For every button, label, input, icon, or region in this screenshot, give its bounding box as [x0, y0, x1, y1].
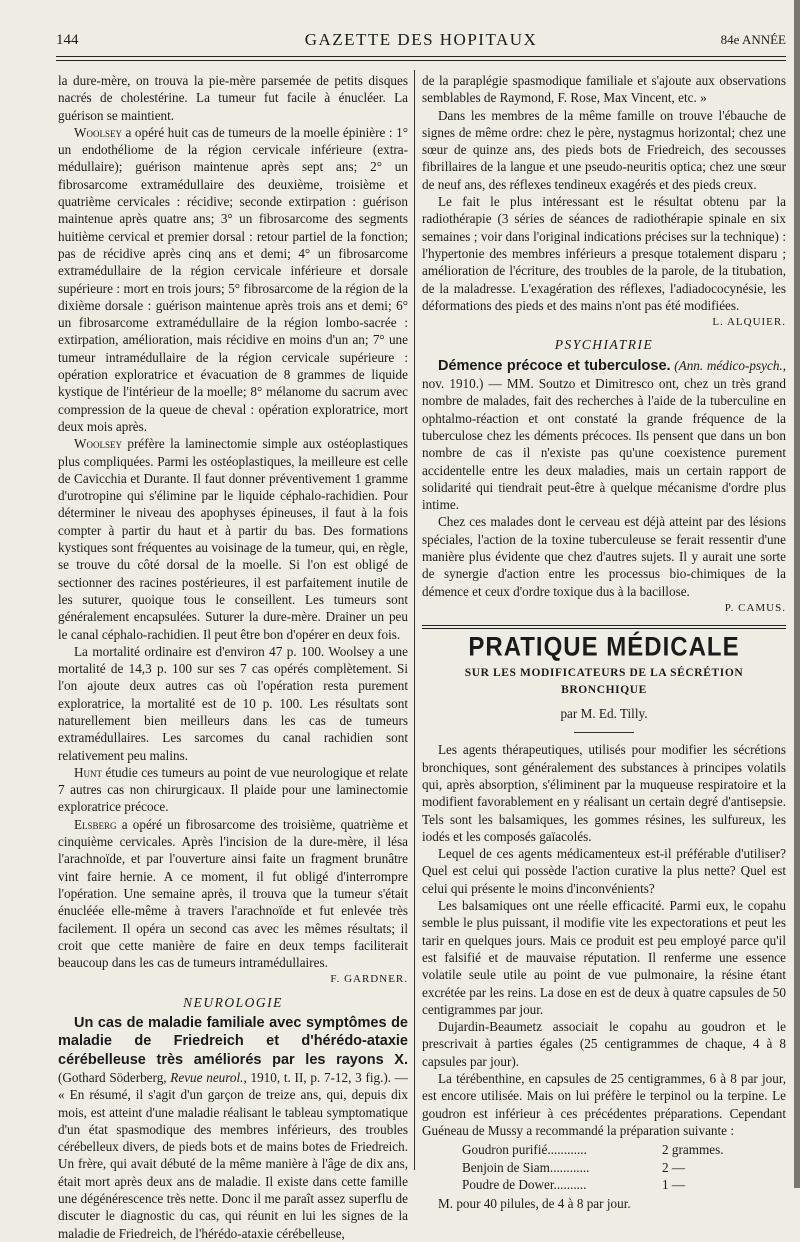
article-text: , nov. 1910.) — MM. Soutzo et Dimitresco ont, chez un très grand nombre de malades, fait des recherches à l'aide de la tuberculine en ophtalmo-réaction et ont constaté la grande fréquence de la tuberculose chez les déments précoces. Ils pensent que dans un bon nombre de cas il n'existe pas qu'une coexistence purement accidentelle entre les deux maladies, mais un certain rapport de solidarité qui tiendrait peut-être à quelque mécanisme d'ordre plus intime.: [422, 357, 787, 513]
paragraph: [58, 764, 408, 816]
signature-line: [422, 314, 786, 331]
formula-row: [462, 1141, 752, 1158]
signature-line: [422, 600, 786, 617]
ingredient: Poudre de Dower..........: [462, 1176, 587, 1192]
journal-title: GAZETTE DES HOPITAUX: [304, 30, 538, 49]
ingredient: Benjoin de Siam............: [462, 1159, 590, 1175]
short-rule: [574, 732, 634, 733]
ingredient: Goudron purifié............: [462, 1142, 587, 1158]
journal-ref: (Ann. médico-psych.: [674, 357, 783, 373]
page-header: [56, 30, 786, 52]
article-title: Démence précoce et tuberculose.: [438, 357, 671, 374]
section-heading: NEUROLOGIE: [183, 994, 283, 1010]
paragraph-text: étudie ces tumeurs au point de vue neurologique et relate 7 autres cas non chirurgicaux. Il plaide pour une laminectomie exploratrice précoce.: [58, 764, 408, 815]
paragraph: [58, 816, 408, 972]
paragraph: Les agents thérapeutiques, utilisés pour modifier les sécrétions bronchiques, sont généralement des substances à principes volatils qui, après absorption, s'éliminent par la muqueuse respiratoire et la modifient favorablement en y réalisant un certain degré d'antisepsie. Tels sont les balsamiques, les gommes résines, les sulfureux, les iodés et les composés gaïacolés.: [422, 742, 786, 844]
article-author: par M. Ed. Tilly.: [560, 706, 648, 722]
page-edge: [794, 0, 800, 1188]
paragraph: M. pour 40 pilules, de 4 à 8 par jour.: [438, 1196, 631, 1212]
journal-year: 84e ANNÉE: [720, 32, 786, 47]
section-rule: [422, 625, 786, 629]
signature: P. CAMUS.: [724, 601, 786, 614]
paragraph: Chez ces malades dont le cerveau est déjà atteint par des lésions spéciales, l'action de la toxine tuberculeuse se ferait ressentir d'une manière plus évidente que chez d'autres sujets. Il y aurait une sorte de synergie d'action entre les processus bio-chimiques de la démence et ceux d'ordre toxique dus à la bacillose.: [422, 514, 786, 599]
page-number: 144: [56, 32, 79, 48]
author-name: Woolsey: [74, 124, 122, 140]
paragraph: La mortalité ordinaire est d'environ 47 p. 100. Woolsey a une mortalité de 14,3 p. 100 sur ses 7 cas opérés complètement. Si l'on ajoute deux autres cas où l'opération resta purement exploratrice, la mortalité est de 10 p. 100. Les résultats sont naturellement bien meilleurs dans les cas de tumeurs extramédullaires. Les sarcomes du canal rachidien sont relativement peu malins.: [58, 643, 408, 763]
left-column: [58, 72, 408, 1242]
paragraph: Le fait le plus intéressant est le résultat obtenu par la radiothérapie (3 séries de séances de radiothérapie spinale en six semaines ; voir dans l'original indications précises sur la technique) : l'hypertonie des membres inférieurs a presque totalement disparu ; amélioration de l'écriture, des troubles de la parole, de la titubation, de la maladresse. L'exagération des réflexes, l'adiadococynésie, les déformations des pieds et des mains n'ont pas été modifiées.: [422, 194, 786, 313]
header-rule-thin: [56, 60, 786, 61]
paragraph: Dujardin-Beaumetz associait le copahu au goudron et le prescrivait à parties égales (25 centigrammes de chaque, 4 à 8 capsules par jour).: [422, 1019, 786, 1069]
paragraph: [58, 124, 408, 435]
rubric-title: PRATIQUE MÉDICALE: [468, 632, 740, 663]
signature: F. GARDNER.: [330, 973, 408, 986]
article-subtitle: SUR LES MODIFICATEURS DE LA SÉCRÉTION BRONCHIQUE: [464, 666, 744, 696]
paragraph: Lequel de ces agents médicamenteux est-il préférable d'utiliser? Quel est celui qui possède l'action curative la plus nette? Quel est celui qui présente le moins d'inconvénients?: [422, 846, 786, 896]
formula-row: [462, 1176, 752, 1193]
quantity: 2 —: [662, 1159, 686, 1175]
paragraph: La térébenthine, en capsules de 25 centigrammes, 6 à 8 par jour, est encore utilisée. Mais on lui préfère le terpinol ou la terpine. Le goudron est inférieur à ces précédentes préparations. Cependant Guéneau de Mussy a recommandé la préparation suivante :: [422, 1071, 786, 1138]
article-ref: (Gothard Söderberg,: [58, 1069, 171, 1085]
article-text: , 1910, t. II, p. 7-12, 3 fig.). — « En résumé, il s'agit d'un garçon de treize ans, qui, depuis dix mois, est atteint d'une maladie réalisant le tableau symptomatique d'un état spasmodique des membres inférieurs, des troubles cérébelleux divers, de pieds bots et de mains botes de Friedreich. Un frère, qui avait débuté de la même manière à l'âge de dix ans, était mort après deux ans de maladie. Il existe dans cette famille une dégénérescence très nette. Donc il me paraît assez superflu de discuter le diagnostic du cas, qui réunit en lui les signes de la maladie de Friedreich, de l'hérédo-ataxie cérébelleuse,: [58, 1069, 408, 1241]
journal-ref: Revue neurol.: [170, 1069, 244, 1085]
paragraph-text: a opéré huit cas de tumeurs de la moelle épinière : 1° un endothéliome de la région cervicale inférieure (extra-médullaire); guérison maintenue après sept ans; 2° un fibrosarcome extramédullaire des deuxième, troisième et quatrième cervicales : récidive; seconde extirpation : guérison maintenue après quatre ans; 3° un fibrosarcome des segments huitième cervical et premier dorsal : retour partiel de la fonction; pas de récidive après cinq ans et demi; 4° un fibrosarcome extramédullaire de la région cervicale inférieure et dorsale supérieure : mort en trois jours; 5° fibrosarcome de la région de la dixième dorsale : guérison maintenue après trois ans et demi; 6° un fibrosarcome extramédullaire de la région lombo-sacrée : extirpation, amélioration, mais récidive en moins d'un an; 7° une tumeur intramédullaire de la région cervicale supérieure : opération exploratrice et évacuation de 8 grammes de liquide kystique de l'intérieur de la moelle; 8° mélanome du sacrum avec compression de la queue de cheval : opération exploratrice, mort deux mois après.: [58, 124, 408, 434]
author-name: Hunt: [74, 764, 103, 780]
formula-list: [462, 1141, 786, 1193]
formula-row: [462, 1159, 752, 1176]
signature-line: [58, 971, 408, 988]
signature: L. ALQUIER.: [712, 316, 786, 329]
header-rule: [56, 56, 786, 57]
column-divider: [414, 70, 415, 1170]
paragraph: de la paraplégie spasmodique familiale et s'ajoute aux observations semblables de Raymond, F. Rose, Max Vincent, etc. »: [422, 73, 786, 106]
paragraph-text: préfère la laminectomie simple aux ostéoplastiques plus compliquées. Parmi les ostéoplastiques, la meilleure est celle de Cavicchia et Durante. Il faut donner préventivement 1 gramme d'urotropine qui s'élimine par le liquide céphalo-rachidien. Pour déterminer le niveau des apophyses épineuses, il faut à la fois compter à partir du haut et à partir du bas. Des formations kystiques sont fréquentes au voisinage de la tumeur, qui, en règle, se trouve du côté dorsal de la moelle. Si l'on est obligé de sectionner des racines postérieures, il est parfaitement inutile de les suturer, quoique tous le conseillent. Les tumeurs sont généralement encapsulées. Suturer la dure-mère. Drainer un peu le canal céphalo-rachidien. Il peut être bon d'opérer en deux fois.: [58, 436, 408, 642]
quantity: 1 —: [662, 1176, 686, 1192]
article-title: Un cas de maladie familiale avec symptômes de maladie de Friedreich et d'hérédo-ataxie cérébelleuse très améliorés par les rayons X.: [58, 1015, 408, 1068]
author-name: Woolsey: [74, 436, 122, 452]
right-column: [422, 72, 786, 1212]
paragraph: la dure-mère, on trouva la pie-mère parsemée de petits disques nacrés de cholestérine. La tumeur fut facile à énucléer. La guérison se maintient.: [58, 73, 408, 123]
article-paragraph: [422, 357, 786, 514]
paragraph-text: a opéré un fibrosarcome des troisième, quatrième et cinquième cervicales. Après l'incision de la dure-mère, il lésa l'arachnoïde, et par l'ouverture ainsi faite un fragment brunâtre vint faire hernie. A ce moment, il fut obligé d'interrompre l'opération. Une semaine après, il trouva que la tumeur s'était énucléée elle-même à travers l'arachnoïde et fut enlevée très facilement. Il opéra un second cas avec les mêmes résultats; il croit que cette manière de faire en deux temps faciliterait beaucoup dans les cas de tumeurs intramédullaires.: [58, 816, 408, 971]
paragraph: Les balsamiques ont une réelle efficacité. Parmi eux, le copahu semble le plus puissant, il modifie vite les expectorations et peut les tarir en quelques jours. Mais ce produit est peu employé parce qu'il est falsifié et de mauvaise réputation. Il renferme une essence volatile seule utile au point de vue pulmonaire, la résine étant excrétée par les reins. La dose en est de deux à quatre capsules de 50 centigrammes par jour.: [422, 898, 786, 1017]
paragraph: Dans les membres de la même famille on trouve l'ébauche de signes de même ordre: chez le père, nystagmus horizontal; chez une sœur de quinze ans, des pieds bots de Friedreich, des secousses fibrillaires de la langue et une pseudo-neuritis optica; chez une sœur de neuf ans, des réflexes tendineux exagérés et des pieds creux.: [422, 107, 786, 192]
author-name: Elsberg: [74, 816, 117, 832]
section-heading: PSYCHIATRIE: [554, 337, 654, 353]
quantity: 2 grammes.: [662, 1142, 724, 1158]
paragraph: [58, 435, 408, 643]
article-paragraph: [58, 1014, 408, 1242]
